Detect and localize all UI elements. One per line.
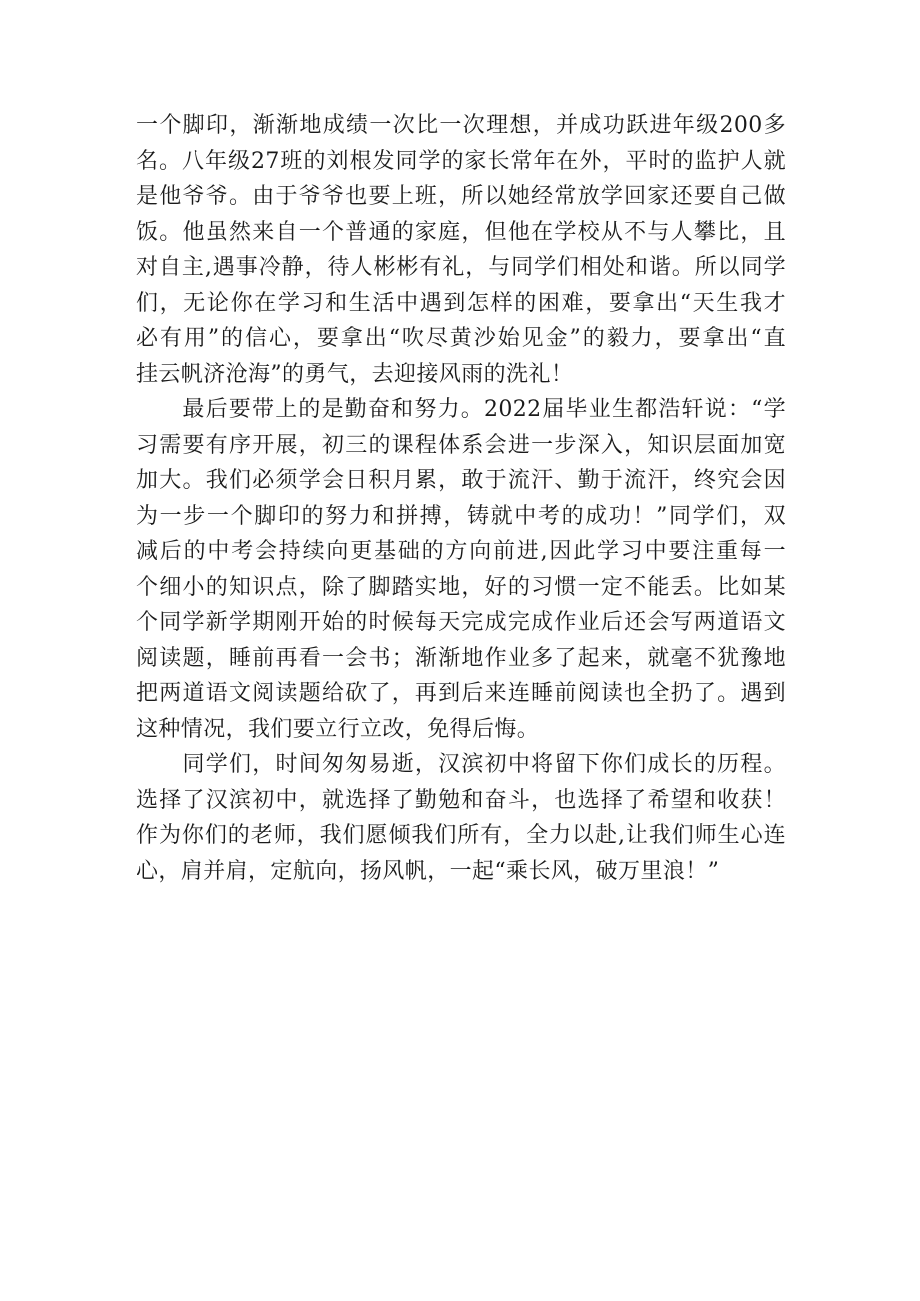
text-line: 选择了汉滨初中，就选择了勤勉和奋斗，也选择了希望和收获！ (136, 787, 786, 813)
text-line: 们，无论你在学习和生活中遇到怎样的困难，要拿出“天生我才 (136, 290, 786, 316)
text-line: 习需要有序开展，初三的课程体系会进一步深入，知识层面加宽 (136, 432, 786, 458)
text-line: 个细小的知识点，除了脚踏实地，好的习惯一定不能丢。比如某 (136, 574, 786, 600)
text-line: 个同学新学期刚开始的时候每天完成完成作业后还会写两道语文 (136, 610, 786, 635)
text-line: 作为你们的老师，我们愿倾我们所有，全力以赴,让我们师生心连 (136, 823, 786, 848)
paragraph-2 (136, 392, 786, 747)
text-line: 是他爷爷。由于爷爷也要上班，所以她经常放学回家还要自己做 (136, 184, 786, 209)
text-line: 最后要带上的是勤奋和努力。2022届毕业生都浩轩说：“学 (136, 397, 786, 422)
text-line: 加大。我们必须学会日积月累，敢于流汗、勤于流汗，终究会因 (136, 468, 786, 493)
body-text (136, 108, 786, 889)
text-line: 同学们，时间匆匆易逝，汉滨初中将留下你们成长的历程。 (136, 752, 786, 777)
text-line: 阅读题，睡前再看一会书；渐渐地作业多了起来，就毫不犹豫地 (136, 645, 786, 671)
paragraph-1 (136, 108, 786, 392)
text-line: 心，肩并肩，定航向，扬风帆，一起“乘长风，破万里浪！” (136, 858, 720, 884)
text-line: 减后的中考会持续向更基础的方向前进,因此学习中要注重每一 (136, 539, 786, 564)
text-line: 一个脚印，渐渐地成绩一次比一次理想，并成功跃进年级200多 (136, 113, 786, 138)
text-line: 必有用”的信心，要拿出“吹尽黄沙始见金”的毅力，要拿出“直 (136, 326, 786, 351)
paragraph-3 (136, 747, 786, 889)
text-line: 饭。他虽然来自一个普通的家庭，但他在学校从不与人攀比，且 (136, 219, 786, 245)
text-line: 为一步一个脚印的努力和拼搏，铸就中考的成功！”同学们，双 (136, 503, 786, 529)
text-line: 这种情况，我们要立行立改，免得后悔。 (136, 716, 540, 742)
text-line: 挂云帆济沧海”的勇气，去迎接风雨的洗礼！ (136, 361, 574, 387)
text-line: 把两道语文阅读题给砍了，再到后来连睡前阅读也全扔了。遇到 (136, 681, 786, 706)
text-line: 对自主,遇事冷静，待人彬彬有礼，与同学们相处和谐。所以同学 (136, 255, 786, 280)
text-line: 名。八年级27班的刘根发同学的家长常年在外，平时的监护人就 (136, 148, 786, 174)
